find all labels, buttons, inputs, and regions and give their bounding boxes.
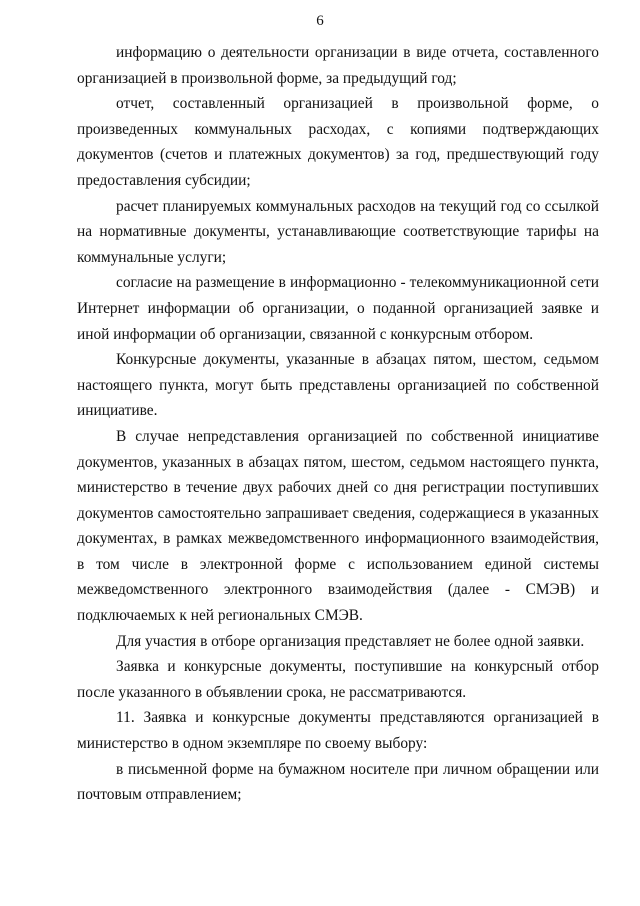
paragraph-activity-report: информацию о деятельности организации в виде отчета, составленного организацией в произвольной форме, за предыдущий год;: [77, 44, 599, 87]
paragraph-paper-form: в письменной форме на бумажном носителе при личном обращении или почтовым отправлением;: [77, 760, 599, 804]
paragraph-item-11: 11. Заявка и конкурсные документы представляются организацией в министерство в одном экземпляре по своему выбору:: [77, 709, 599, 753]
paragraph-consent: согласие на размещение в информационно - телекоммуникационной сети Интернет информации об организации, о поданной организацией заявке и иной информации об организации, связанной с конкурсным отбором.: [77, 274, 599, 343]
paragraph-planned-costs: расчет планируемых коммунальных расходов на текущий год со ссылкой на нормативные документы, устанавливающие соответствующие тарифы на коммунальные услуги;: [77, 197, 599, 266]
paragraph-late-submission: Заявка и конкурсные документы, поступившие на конкурсный отбор после указанного в объявлении срока, не рассматриваются.: [77, 658, 599, 701]
paragraph-utility-report: отчет, составленный организацией в произвольной форме, о произведенных коммунальных расходах, с копиями подтверждающих документов (счетов и платежных документов) за год, предшествующий году предоставления субсидии;: [77, 95, 599, 189]
page-number: 6: [316, 13, 324, 29]
paragraph-interagency-request: В случае непредставления организацией по собственной инициативе документов, указанных в абзацах пятом, шестом, седьмом настоящего пункта, министерство в течение двух рабочих дней со дня регистрации поступивших документов самостоятельно запрашивает сведения, содержащиеся в указанных документах, в рамках межведомственного информационного взаимодействия, в том числе в электронной форме с использованием единой системы межведомственного электронного взаимодействия (далее - СМЭВ) и подключаемых к ней региональных СМЭВ.: [77, 427, 599, 625]
paragraph-one-application: Для участия в отборе организация представляет не более одной заявки.: [116, 632, 585, 650]
paragraph-optional-documents: Конкурсные документы, указанные в абзацах пятом, шестом, седьмом настоящего пункта, могут быть представлены организацией по собственной инициативе.: [77, 351, 599, 420]
document-body: [77, 40, 599, 808]
